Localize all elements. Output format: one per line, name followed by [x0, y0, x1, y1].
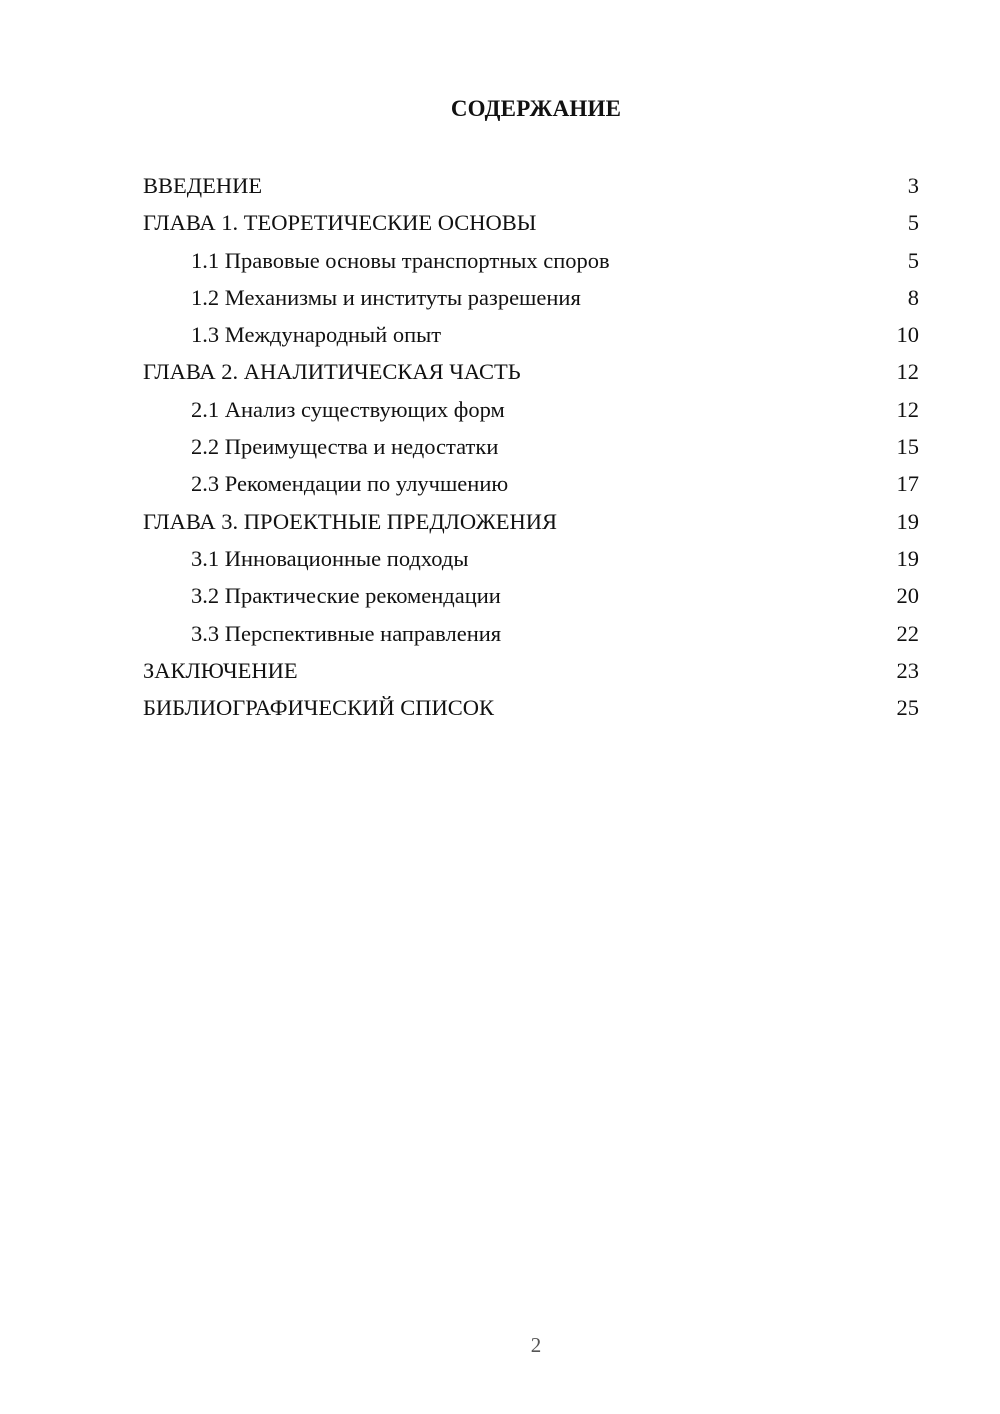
toc-entry-page: 8: [907, 284, 919, 310]
toc-entry-label: 3.2 Практические рекомендации: [191, 583, 501, 609]
toc-entry-chapter-3: [143, 503, 919, 540]
toc-entry-label: 3.3 Перспективные направления: [191, 620, 502, 646]
toc-entry-page: 22: [896, 620, 919, 646]
toc-entry-page: 25: [896, 695, 919, 721]
toc-entry-conclusion: [143, 652, 919, 689]
toc-entry-label: 2.2 Преимущества и недостатки: [191, 434, 499, 460]
table-of-contents: [143, 167, 919, 726]
toc-entry-section-2-2: [143, 428, 919, 465]
toc-entry-section-1-2: [143, 279, 919, 316]
toc-entry-section-1-1: [143, 242, 919, 279]
page-number: 2: [530, 1333, 542, 1357]
toc-entry-page: 17: [896, 471, 919, 497]
toc-entry-page: 20: [896, 583, 919, 609]
toc-entry-label: 3.1 Инновационные подходы: [191, 545, 469, 571]
toc-entry-label: ВВЕДЕНИЕ: [143, 173, 263, 198]
toc-entry-label: ГЛАВА 2. АНАЛИТИЧЕСКАЯ ЧАСТЬ: [143, 359, 521, 385]
toc-entry-label: 1.3 Международный опыт: [191, 322, 442, 348]
toc-entry-page: 19: [896, 508, 919, 534]
toc-entry-section-1-3: [143, 316, 919, 353]
toc-entry-section-2-3: [143, 465, 919, 502]
toc-entry-label: БИБЛИОГРАФИЧЕСКИЙ СПИСОК: [143, 695, 495, 721]
toc-entry-bibliography: [143, 689, 919, 726]
toc-entry-label: 2.1 Анализ существующих форм: [191, 396, 505, 422]
toc-entry-introduction: [143, 167, 919, 204]
toc-entry-page: 5: [907, 210, 919, 236]
toc-entry-page: 12: [896, 359, 919, 385]
toc-entry-page: 10: [896, 322, 919, 348]
toc-entry-label: 2.3 Рекомендации по улучшению: [191, 471, 509, 497]
toc-entry-page: 23: [896, 657, 919, 683]
toc-entry-page: 12: [896, 396, 919, 422]
toc-entry-section-2-1: [143, 391, 919, 428]
toc-entry-page: 3: [907, 173, 919, 198]
toc-entry-label: 1.2 Механизмы и институты разрешения: [191, 284, 581, 310]
toc-entry-label: 1.1 Правовые основы транспортных споров: [191, 247, 610, 273]
page-title: СОДЕРЖАНИЕ: [450, 96, 622, 121]
toc-entry-page: 15: [896, 434, 919, 460]
toc-entry-label: ГЛАВА 3. ПРОЕКТНЫЕ ПРЕДЛОЖЕНИЯ: [143, 508, 558, 534]
toc-entry-label: ГЛАВА 1. ТЕОРЕТИЧЕСКИЕ ОСНОВЫ: [143, 210, 537, 236]
toc-entry-page: 5: [907, 247, 919, 273]
toc-entry-chapter-1: [143, 204, 919, 241]
toc-entry-label: ЗАКЛЮЧЕНИЕ: [143, 657, 298, 683]
toc-entry-section-3-1: [143, 540, 919, 577]
toc-entry-section-3-2: [143, 577, 919, 614]
toc-entry-chapter-2: [143, 353, 919, 390]
toc-entry-section-3-3: [143, 615, 919, 652]
toc-entry-page: 19: [896, 545, 919, 571]
